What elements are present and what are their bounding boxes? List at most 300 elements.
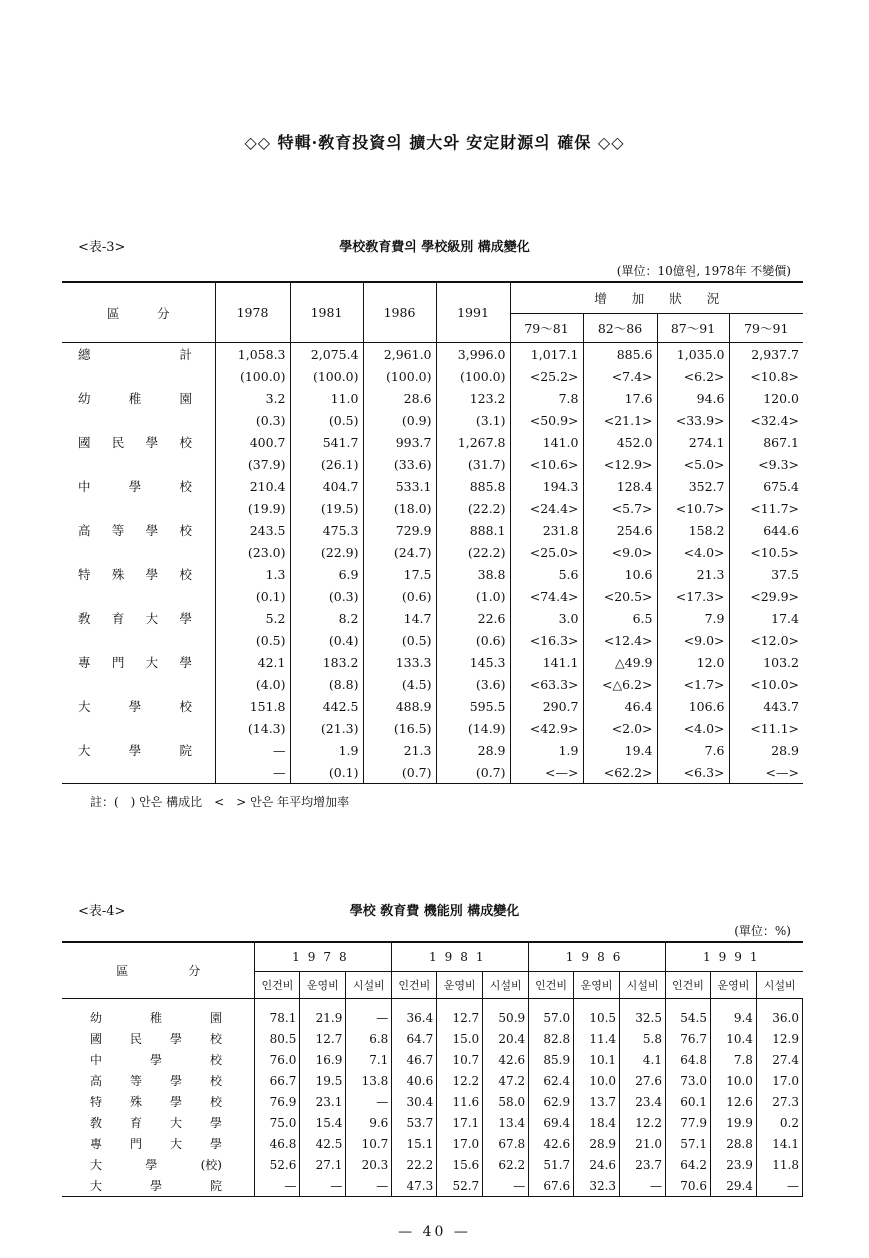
table3-ratio-cell: <74.4> bbox=[510, 585, 583, 607]
row-label-char: 民 bbox=[129, 1032, 142, 1046]
table3-label: <表-3> bbox=[78, 240, 126, 255]
row-label-text bbox=[90, 1009, 222, 1026]
table3-year-header: 1986 bbox=[363, 282, 436, 343]
table3-cell: 22.6 bbox=[436, 607, 510, 629]
table3-ratio-cell: <50.9> bbox=[510, 409, 583, 431]
table3-ratio-cell: (19.5) bbox=[290, 497, 363, 519]
table4-cell: 50.9 bbox=[483, 999, 529, 1029]
row-label-char: 大 bbox=[169, 1137, 182, 1151]
table3-ratio-cell: <16.3> bbox=[510, 629, 583, 651]
table3-row bbox=[62, 519, 803, 541]
table4-cell: 18.4 bbox=[574, 1112, 620, 1133]
table3-cell: 2,937.7 bbox=[729, 343, 803, 366]
table3-title: 學校敎育費의 學校級別 構成變化 bbox=[339, 240, 530, 255]
table4-cell: 64.7 bbox=[392, 1028, 437, 1049]
table3-ratio-cell: (0.7) bbox=[436, 761, 510, 784]
table3-cell: 404.7 bbox=[290, 475, 363, 497]
table3-cell: 888.1 bbox=[436, 519, 510, 541]
row-label-char: 殊 bbox=[111, 567, 125, 582]
table3-cell: 3.0 bbox=[510, 607, 583, 629]
table4-cell: 10.7 bbox=[437, 1049, 483, 1070]
table3-cell: 541.7 bbox=[290, 431, 363, 453]
row-label-text bbox=[90, 1030, 222, 1047]
table3-cell: 290.7 bbox=[510, 695, 583, 717]
table3-row bbox=[62, 607, 803, 629]
row-label-empty bbox=[62, 541, 215, 563]
table4-cost-header: 운영비 bbox=[710, 972, 756, 999]
table4-cell: 15.1 bbox=[392, 1133, 437, 1154]
table4-cell: 19.5 bbox=[300, 1070, 346, 1091]
table3-period-header: 82～86 bbox=[583, 314, 657, 343]
table3-ratio-cell: (0.9) bbox=[363, 409, 436, 431]
table3-ratio-cell: <25.2> bbox=[510, 365, 583, 387]
row-label-text bbox=[78, 477, 192, 495]
table3-ratio-cell: <11.1> bbox=[729, 717, 803, 739]
table3-cell: 475.3 bbox=[290, 519, 363, 541]
table3-ratio-cell: (8.8) bbox=[290, 673, 363, 695]
row-label bbox=[62, 563, 215, 585]
table3-cell: △49.9 bbox=[583, 651, 657, 673]
table4-body bbox=[62, 999, 803, 1197]
row-label-char: 大 bbox=[90, 1158, 103, 1172]
row-label bbox=[62, 651, 215, 673]
table3-cell: 1.3 bbox=[215, 563, 290, 585]
row-label-char: 學 bbox=[169, 1074, 182, 1088]
row-label-text bbox=[78, 345, 192, 363]
table3-body bbox=[62, 343, 803, 784]
row-label-char: 敎 bbox=[90, 1116, 103, 1130]
table4-cell: 16.9 bbox=[300, 1049, 346, 1070]
row-label bbox=[62, 1133, 255, 1154]
row-label-empty bbox=[62, 761, 215, 784]
table3-cell: 675.4 bbox=[729, 475, 803, 497]
row-label-empty bbox=[62, 497, 215, 519]
table3-cell: 12.0 bbox=[657, 651, 729, 673]
row-label-text bbox=[78, 389, 192, 407]
table4-cell: 17.0 bbox=[437, 1133, 483, 1154]
table4-cell: 13.4 bbox=[483, 1112, 529, 1133]
table3-unit: (單位：10億원, 1978年 不變價) bbox=[616, 264, 791, 278]
table3-ratio-cell: (14.3) bbox=[215, 717, 290, 739]
row-label-char: 特 bbox=[90, 1095, 103, 1109]
table4-label: <表-4> bbox=[78, 904, 126, 919]
table4-cell: 10.4 bbox=[710, 1028, 756, 1049]
table4-cell: 17.0 bbox=[756, 1070, 802, 1091]
table4-year-header: 1991 bbox=[666, 942, 803, 972]
table3-cell: 210.4 bbox=[215, 475, 290, 497]
table4-cost-header: 운영비 bbox=[574, 972, 620, 999]
table3-year-header: 1978 bbox=[215, 282, 290, 343]
table4-cell: 10.5 bbox=[574, 999, 620, 1029]
row-label-char: 學 bbox=[128, 743, 142, 758]
table3-cell: 141.1 bbox=[510, 651, 583, 673]
row-label-empty bbox=[62, 453, 215, 475]
row-label-text bbox=[78, 433, 192, 451]
table3-cell: 442.5 bbox=[290, 695, 363, 717]
row-label-char: 國 bbox=[78, 435, 91, 450]
table3-ratio-cell: <24.4> bbox=[510, 497, 583, 519]
row-label-char: 學 bbox=[149, 1179, 162, 1193]
table3-ratio-cell: (100.0) bbox=[215, 365, 290, 387]
table4-cost-header: 시설비 bbox=[620, 972, 666, 999]
table3-cell: 28.9 bbox=[436, 739, 510, 761]
row-label-char: 大 bbox=[145, 655, 159, 670]
table3-row bbox=[62, 475, 803, 497]
row-label-text bbox=[78, 741, 192, 759]
table3-cell: 3,996.0 bbox=[436, 343, 510, 366]
table4-cell: 57.1 bbox=[666, 1133, 711, 1154]
table3-ratio-row bbox=[62, 409, 803, 431]
row-label-char: 高 bbox=[90, 1074, 103, 1088]
table3-cell: 1.9 bbox=[290, 739, 363, 761]
table4-cell: 69.4 bbox=[529, 1112, 574, 1133]
table4-unit: (單位：%) bbox=[734, 924, 791, 938]
table4-cell: 27.6 bbox=[620, 1070, 666, 1091]
table3-cell: 5.2 bbox=[215, 607, 290, 629]
table3-ratio-cell: (0.5) bbox=[363, 629, 436, 651]
table3-cell: 106.6 bbox=[657, 695, 729, 717]
row-label-char: 學 bbox=[209, 1116, 222, 1130]
row-label-char: 等 bbox=[129, 1074, 142, 1088]
table4-cell: — bbox=[483, 1175, 529, 1197]
table4-cell: 57.0 bbox=[529, 999, 574, 1029]
table4-cell: 10.7 bbox=[346, 1133, 392, 1154]
table3-cell: 37.5 bbox=[729, 563, 803, 585]
table4-cell: 82.8 bbox=[529, 1028, 574, 1049]
table3-ratio-cell: (31.7) bbox=[436, 453, 510, 475]
row-label-char: 大 bbox=[145, 611, 159, 626]
row-label-text bbox=[78, 653, 192, 671]
table3-cell: 1,267.8 bbox=[436, 431, 510, 453]
table4-cell: 22.2 bbox=[392, 1154, 437, 1175]
row-label-char: 校 bbox=[179, 435, 192, 450]
table4-cell: 11.6 bbox=[437, 1091, 483, 1112]
table3-cell: 7.6 bbox=[657, 739, 729, 761]
table3-ratio-row bbox=[62, 717, 803, 739]
table3-cell: 17.4 bbox=[729, 607, 803, 629]
row-label-text bbox=[90, 1093, 222, 1110]
table3-ratio-row bbox=[62, 761, 803, 784]
table3-ratio-cell: (16.5) bbox=[363, 717, 436, 739]
table4-cell: 27.3 bbox=[756, 1091, 802, 1112]
row-label-text bbox=[78, 609, 192, 627]
table3-cell: 120.0 bbox=[729, 387, 803, 409]
table4-cost-header: 인건비 bbox=[666, 972, 711, 999]
table3-cell: 7.8 bbox=[510, 387, 583, 409]
table4-cell: 14.1 bbox=[756, 1133, 802, 1154]
table4-cell: 12.7 bbox=[300, 1028, 346, 1049]
table3-ratio-cell: (3.1) bbox=[436, 409, 510, 431]
table4-cell: 23.9 bbox=[710, 1154, 756, 1175]
row-label-char: 中 bbox=[78, 479, 91, 494]
table4-cost-header: 인건비 bbox=[529, 972, 574, 999]
table4-cell: 11.8 bbox=[756, 1154, 802, 1175]
table3-ratio-cell: <12.9> bbox=[583, 453, 657, 475]
table4-cell: 66.7 bbox=[255, 1070, 300, 1091]
row-label-char: 校 bbox=[209, 1095, 222, 1109]
table3-cell: 443.7 bbox=[729, 695, 803, 717]
table3-ratio-cell: (0.4) bbox=[290, 629, 363, 651]
table3-ratio-cell: (26.1) bbox=[290, 453, 363, 475]
row-label-empty bbox=[62, 673, 215, 695]
row-label-char: 門 bbox=[111, 655, 125, 670]
table4-cell: 46.7 bbox=[392, 1049, 437, 1070]
table4-cell: 27.4 bbox=[756, 1049, 802, 1070]
row-label-char: 學 bbox=[209, 1137, 222, 1151]
row-label-char: 學 bbox=[169, 1032, 182, 1046]
table4-cell: 32.5 bbox=[620, 999, 666, 1029]
table4-cell: 24.6 bbox=[574, 1154, 620, 1175]
table4-row bbox=[62, 1028, 803, 1049]
table4-cost-header: 운영비 bbox=[437, 972, 483, 999]
row-label-empty bbox=[62, 409, 215, 431]
table3-ratio-cell: (0.6) bbox=[436, 629, 510, 651]
table4-cell: 47.2 bbox=[483, 1070, 529, 1091]
table4-division-header: 區 分 bbox=[62, 942, 255, 999]
table4-cost-header: 인건비 bbox=[255, 972, 300, 999]
row-label-empty bbox=[62, 717, 215, 739]
table4-cost-header: 시설비 bbox=[756, 972, 802, 999]
row-label-char: 計 bbox=[179, 347, 192, 362]
row-label-char: 國 bbox=[90, 1032, 103, 1046]
row-label-char: 學 bbox=[145, 567, 159, 582]
table4-cell: 76.0 bbox=[255, 1049, 300, 1070]
table3-ratio-cell: (22.2) bbox=[436, 497, 510, 519]
table3-cell: 885.6 bbox=[583, 343, 657, 366]
table3-row bbox=[62, 563, 803, 585]
table4-cell: 9.4 bbox=[710, 999, 756, 1029]
row-label-char: 高 bbox=[78, 523, 91, 538]
table4-cell: 17.1 bbox=[437, 1112, 483, 1133]
table4-row bbox=[62, 999, 803, 1029]
table4-cell: 19.9 bbox=[710, 1112, 756, 1133]
table4-cell: — bbox=[255, 1175, 300, 1197]
row-label bbox=[62, 607, 215, 629]
table4-row bbox=[62, 1091, 803, 1112]
row-label-char: 稚 bbox=[149, 1011, 162, 1025]
table3-cell: 183.2 bbox=[290, 651, 363, 673]
table3-ratio-cell: <—> bbox=[510, 761, 583, 784]
row-label-char: 校 bbox=[179, 699, 192, 714]
table4-cell: 42.5 bbox=[300, 1133, 346, 1154]
row-label-text bbox=[90, 1072, 222, 1089]
table4-cell: 36.4 bbox=[392, 999, 437, 1029]
table4-cell: 85.9 bbox=[529, 1049, 574, 1070]
table4-cell: 67.6 bbox=[529, 1175, 574, 1197]
table3-ratio-cell: (100.0) bbox=[290, 365, 363, 387]
table3-cell: 2,075.4 bbox=[290, 343, 363, 366]
table4-cell: 54.5 bbox=[666, 999, 711, 1029]
table4-cell: 30.4 bbox=[392, 1091, 437, 1112]
row-label bbox=[62, 475, 215, 497]
table4-cell: 77.9 bbox=[666, 1112, 711, 1133]
table4-cell: 23.4 bbox=[620, 1091, 666, 1112]
row-label-empty bbox=[62, 629, 215, 651]
row-label bbox=[62, 1070, 255, 1091]
table4-cell: 23.1 bbox=[300, 1091, 346, 1112]
row-label-char: 學 bbox=[128, 479, 142, 494]
table4-cell: 42.6 bbox=[483, 1049, 529, 1070]
table3-ratio-cell: (100.0) bbox=[363, 365, 436, 387]
table3-ratio-cell: <12.0> bbox=[729, 629, 803, 651]
table3-ratio-cell: (100.0) bbox=[436, 365, 510, 387]
table4-cell: 62.9 bbox=[529, 1091, 574, 1112]
table4-cell: 10.0 bbox=[710, 1070, 756, 1091]
table3-ratio-cell: (4.0) bbox=[215, 673, 290, 695]
table4-cell: 11.4 bbox=[574, 1028, 620, 1049]
table4-row bbox=[62, 1070, 803, 1091]
table3-ratio-row bbox=[62, 497, 803, 519]
row-label-text bbox=[90, 1135, 222, 1152]
table3-ratio-cell: <9.3> bbox=[729, 453, 803, 475]
table4-cell: — bbox=[756, 1175, 802, 1197]
row-label-char: 育 bbox=[111, 611, 125, 626]
table4-title: 學校 敎育費 機能別 構成變化 bbox=[349, 904, 520, 919]
table3-ratio-cell: <17.3> bbox=[657, 585, 729, 607]
table4-cell: — bbox=[346, 999, 392, 1029]
table4-cell: 29.4 bbox=[710, 1175, 756, 1197]
row-label-char: 校 bbox=[179, 523, 192, 538]
table3-ratio-cell: <10.8> bbox=[729, 365, 803, 387]
row-label-char: 門 bbox=[129, 1137, 142, 1151]
table3-ratio-cell: (3.6) bbox=[436, 673, 510, 695]
table4-cell: 67.8 bbox=[483, 1133, 529, 1154]
table3-ratio-cell: (37.9) bbox=[215, 453, 290, 475]
table3-cell: 993.7 bbox=[363, 431, 436, 453]
table3-cell: 11.0 bbox=[290, 387, 363, 409]
table3-cell: 243.5 bbox=[215, 519, 290, 541]
table4-cell: 42.6 bbox=[529, 1133, 574, 1154]
row-label bbox=[62, 431, 215, 453]
table4-cost-header: 시설비 bbox=[346, 972, 392, 999]
table4-cell: 36.0 bbox=[756, 999, 802, 1029]
row-label-char: 育 bbox=[129, 1116, 142, 1130]
table4-cell: 62.4 bbox=[529, 1070, 574, 1091]
row-label bbox=[62, 1175, 255, 1197]
table4-cell: 27.1 bbox=[300, 1154, 346, 1175]
page-header: ◇◇ 特輯·敎育投資의 擴大와 安定財源의 確保 ◇◇ bbox=[244, 133, 625, 152]
table3-ratio-cell: <10.0> bbox=[729, 673, 803, 695]
table3-cell: 595.5 bbox=[436, 695, 510, 717]
table4-cell: 15.6 bbox=[437, 1154, 483, 1175]
table4-cell: 78.1 bbox=[255, 999, 300, 1029]
row-label bbox=[62, 695, 215, 717]
table4-cell: — bbox=[346, 1091, 392, 1112]
table3-cell: 133.3 bbox=[363, 651, 436, 673]
table3-ratio-cell: (21.3) bbox=[290, 717, 363, 739]
table3-year-header: 1981 bbox=[290, 282, 363, 343]
table3-ratio-cell: (18.0) bbox=[363, 497, 436, 519]
row-label-char: 學 bbox=[145, 1158, 158, 1172]
table3-row bbox=[62, 695, 803, 717]
table3-ratio-cell: <62.2> bbox=[583, 761, 657, 784]
table4-cell: 21.0 bbox=[620, 1133, 666, 1154]
table4-cell: 5.8 bbox=[620, 1028, 666, 1049]
row-label bbox=[62, 1154, 255, 1175]
table3-cell: 141.0 bbox=[510, 431, 583, 453]
row-label-char: 特 bbox=[78, 567, 91, 582]
table3-cell: 1,058.3 bbox=[215, 343, 290, 366]
row-label-char: 大 bbox=[90, 1179, 103, 1193]
table3-cell: 128.4 bbox=[583, 475, 657, 497]
table3-ratio-cell: <21.1> bbox=[583, 409, 657, 431]
table3-ratio-cell: (33.6) bbox=[363, 453, 436, 475]
table3-ratio-row bbox=[62, 629, 803, 651]
table3-cell: 194.3 bbox=[510, 475, 583, 497]
row-label-char: (校) bbox=[200, 1158, 222, 1172]
table3-ratio-cell: <11.7> bbox=[729, 497, 803, 519]
table3-ratio-cell: <2.0> bbox=[583, 717, 657, 739]
table4-cell: 15.0 bbox=[437, 1028, 483, 1049]
table3 bbox=[62, 281, 803, 784]
table3-cell: 7.9 bbox=[657, 607, 729, 629]
table3-ratio-cell: <6.3> bbox=[657, 761, 729, 784]
row-label-text bbox=[78, 697, 192, 715]
table3-ratio-row bbox=[62, 673, 803, 695]
table4-cell: 53.7 bbox=[392, 1112, 437, 1133]
table3-cell: 6.5 bbox=[583, 607, 657, 629]
table3-ratio-cell: <20.5> bbox=[583, 585, 657, 607]
table3-cell: 5.6 bbox=[510, 563, 583, 585]
row-label bbox=[62, 387, 215, 409]
row-label bbox=[62, 519, 215, 541]
table3-ratio-cell: (23.0) bbox=[215, 541, 290, 563]
table4-year-header: 1981 bbox=[392, 942, 529, 972]
row-label bbox=[62, 999, 255, 1029]
table3-ratio-cell: <△6.2> bbox=[583, 673, 657, 695]
table4-cell: 64.2 bbox=[666, 1154, 711, 1175]
table3-ratio-cell: (0.5) bbox=[215, 629, 290, 651]
table3-ratio-cell: <4.0> bbox=[657, 717, 729, 739]
row-label-char: 校 bbox=[209, 1032, 222, 1046]
table3-ratio-cell: <12.4> bbox=[583, 629, 657, 651]
table3-cell: 274.1 bbox=[657, 431, 729, 453]
row-label-char: 中 bbox=[90, 1053, 103, 1067]
table3-cell: 885.8 bbox=[436, 475, 510, 497]
table4-cell: 62.2 bbox=[483, 1154, 529, 1175]
table4-cell: 73.0 bbox=[666, 1070, 711, 1091]
row-label bbox=[62, 1049, 255, 1070]
row-label-char: 學 bbox=[179, 655, 192, 670]
row-label-char: 專 bbox=[90, 1137, 103, 1151]
row-label-empty bbox=[62, 365, 215, 387]
table3-ratio-cell: <1.7> bbox=[657, 673, 729, 695]
table3-ratio-cell: <4.0> bbox=[657, 541, 729, 563]
table4-year-header: 1986 bbox=[529, 942, 666, 972]
table3-ratio-cell: (0.1) bbox=[290, 761, 363, 784]
table3-ratio-cell: <9.0> bbox=[657, 629, 729, 651]
table4-cell: 12.9 bbox=[756, 1028, 802, 1049]
table3-ratio-cell: (22.9) bbox=[290, 541, 363, 563]
table3-cell: 352.7 bbox=[657, 475, 729, 497]
table3-cell: 14.7 bbox=[363, 607, 436, 629]
row-label-char: 大 bbox=[78, 699, 91, 714]
table3-cell: 452.0 bbox=[583, 431, 657, 453]
table3-ratio-cell: <9.0> bbox=[583, 541, 657, 563]
table4-cell: 13.8 bbox=[346, 1070, 392, 1091]
table3-cell: 6.9 bbox=[290, 563, 363, 585]
table4-cell: 21.9 bbox=[300, 999, 346, 1029]
table3-cell: 123.2 bbox=[436, 387, 510, 409]
row-label-char: 幼 bbox=[78, 391, 91, 406]
table4-cell: 70.6 bbox=[666, 1175, 711, 1197]
table4-cell: 9.6 bbox=[346, 1112, 392, 1133]
table4-cell: 28.8 bbox=[710, 1133, 756, 1154]
table3-ratio-cell: <29.9> bbox=[729, 585, 803, 607]
table3-ratio-cell: (14.9) bbox=[436, 717, 510, 739]
row-label-char: 園 bbox=[209, 1011, 222, 1025]
table3-ratio-cell: <5.0> bbox=[657, 453, 729, 475]
